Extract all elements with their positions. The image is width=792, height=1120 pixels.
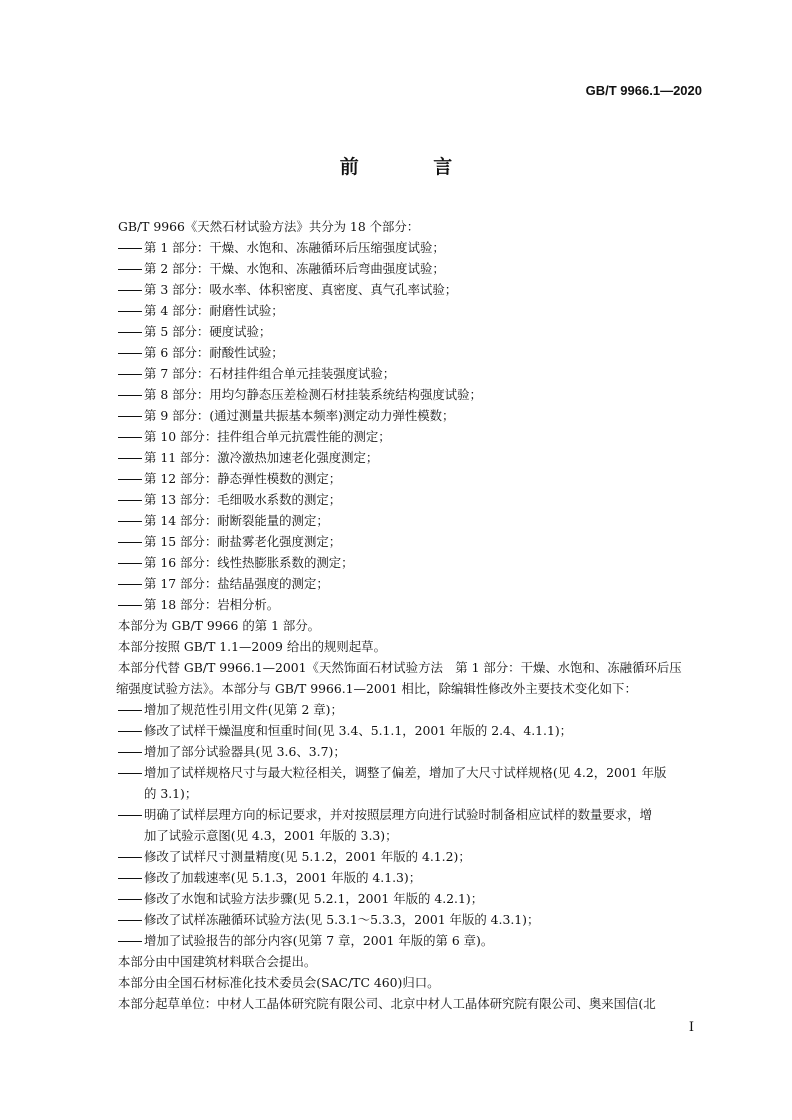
list-item: 第 2 部分：干燥、水饱和、冻融循环后弯曲强度试验； [118,258,708,279]
list-item: 修改了试样冻融循环试验方法(见 5.3.1～5.3.3，2001 年版的 4.3.1)； [118,909,708,930]
centralized-by-statement: 本部分由全国石材标准化技术委员会(SAC/TC 460)归口。 [118,975,440,990]
page-title: 前 言 [339,156,487,178]
list-item: 第 9 部分：(通过测量共振基本频率)测定动力弹性模数； [118,405,708,426]
intro-paragraph: GB/T 9966《天然石材试验方法》共分为 18 个部分： [118,219,420,234]
foreword-body [118,216,708,1014]
proposed-by-statement: 本部分由中国建筑材料联合会提出。 [118,954,317,969]
list-item: 增加了规范性引用文件(见第 2 章)； [118,699,708,720]
page-number: I [688,1020,694,1035]
standard-number: GB/T 9966.1—2020 [585,83,702,98]
part-statement: 本部分为 GB/T 9966 的第 1 部分。 [118,618,321,633]
list-item: 第 14 部分：耐断裂能量的测定； [118,510,708,531]
list-item: 第 11 部分：激冷激热加速老化强度测定； [118,447,708,468]
list-item: 明确了试样层理方向的标记要求，并对按照层理方向进行试验时制备相应试样的数量要求，增 [118,804,708,825]
list-item: 第 16 部分：线性热膨胀系数的测定； [118,552,708,573]
list-item: 第 6 部分：耐酸性试验； [118,342,708,363]
list-item: 第 12 部分：静态弹性模数的测定； [118,468,708,489]
replacement-statement-line2: 缩强度试验方法》。本部分与 GB/T 9966.1—2001 相比，除编辑性修改外主要技术变化如下： [116,681,637,696]
list-item: 修改了试样干燥温度和恒重时间(见 3.4、5.1.1，2001 年版的 2.4、4.1.1)； [118,720,708,741]
list-item: 第 5 部分：硬度试验； [118,321,708,342]
list-item: 第 8 部分：用均匀静态压差检测石材挂装系统结构强度试验； [118,384,708,405]
list-item: 第 17 部分：盐结晶强度的测定； [118,573,708,594]
list-item: 第 7 部分：石材挂件组合单元挂装强度试验； [118,363,708,384]
list-item: 修改了试样尺寸测量精度(见 5.1.2，2001 年版的 4.1.2)； [118,846,708,867]
list-item: 增加了试样规格尺寸与最大粒径相关，调整了偏差，增加了大尺寸试样规格(见 4.2，2001 年版 [118,762,708,783]
list-item: 第 13 部分：毛细吸水系数的测定； [118,489,708,510]
list-item: 第 1 部分：干燥、水饱和、冻融循环后压缩强度试验； [118,237,708,258]
list-item: 第 18 部分：岩相分析。 [118,594,708,615]
drafting-rules-statement: 本部分按照 GB/T 1.1—2009 给出的规则起草。 [118,639,386,654]
list-item-continuation: 的 3.1)； [144,786,198,801]
list-item: 第 10 部分：挂件组合单元抗震性能的测定； [118,426,708,447]
changes-list [118,699,708,951]
list-item: 第 15 部分：耐盐雾老化强度测定； [118,531,708,552]
list-item: 修改了加载速率(见 5.1.3，2001 年版的 4.1.3)； [118,867,708,888]
drafting-units-statement: 本部分起草单位：中材人工晶体研究院有限公司、北京中材人工晶体研究院有限公司、奥来国信(北 [118,996,656,1011]
list-item: 增加了试验报告的部分内容(见第 7 章，2001 年版的第 6 章)。 [118,930,708,951]
list-item-continuation: 加了试验示意图(见 4.3，2001 年版的 3.3)； [144,828,398,843]
list-item: 第 4 部分：耐磨性试验； [118,300,708,321]
list-item: 第 3 部分：吸水率、体积密度、真密度、真气孔率试验； [118,279,708,300]
list-item: 增加了部分试验器具(见 3.6、3.7)； [118,741,708,762]
parts-list [118,237,708,615]
list-item: 修改了水饱和试验方法步骤(见 5.2.1，2001 年版的 4.2.1)； [118,888,708,909]
replacement-statement-line1: 本部分代替 GB/T 9966.1—2001《天然饰面石材试验方法 第 1 部分：干燥、水饱和、冻融循环后压 [118,660,682,675]
